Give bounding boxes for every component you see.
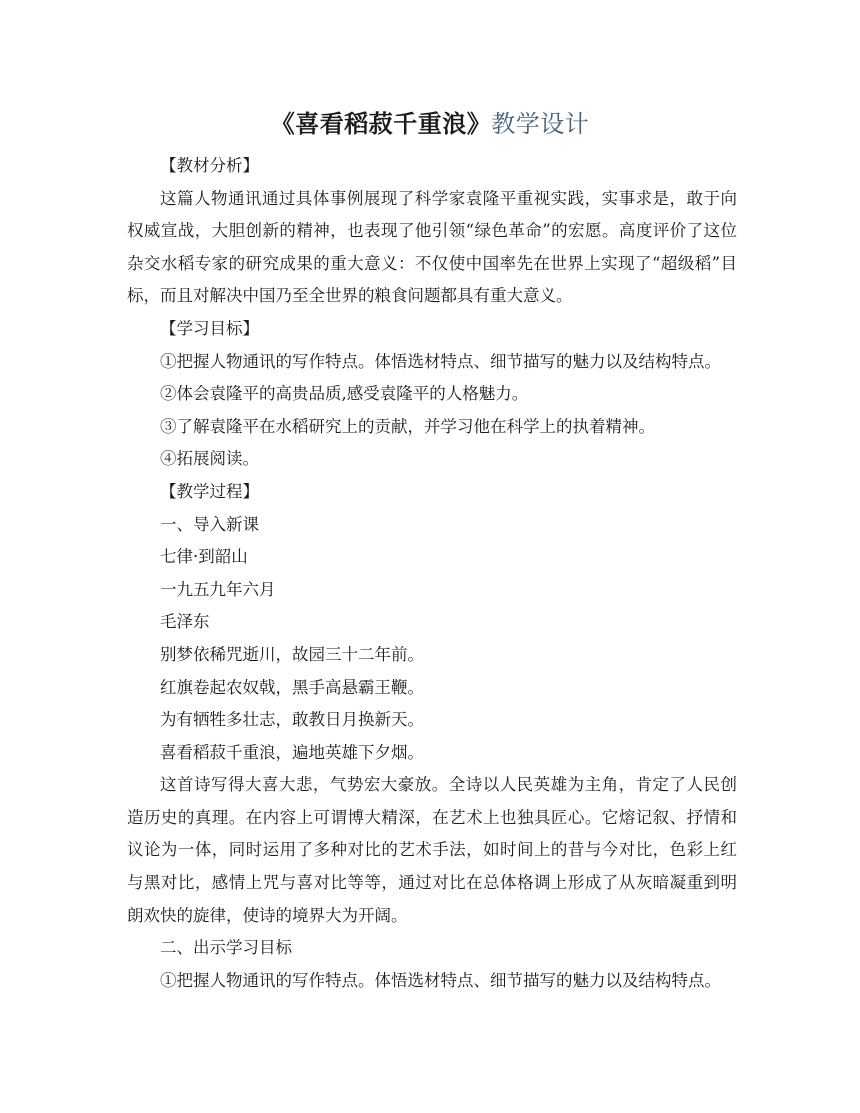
document-title [0,108,860,140]
process-heading: 【教学过程】 [160,481,259,501]
poem-line: 别梦依稀咒逝川，故园三十二年前。 [160,644,424,664]
poem-line: 为有牺牲多壮志，敢教日月换新天。 [160,710,424,730]
title-accent: 教学设计 [491,110,590,138]
goal-item: ②体会袁隆平的高贵品质,感受袁隆平的人格魅力。 [160,384,529,404]
goal-item: ①把握人物通讯的写作特点。体悟选材特点、细节描写的魅力以及结构特点。 [160,351,721,371]
title-main: 《喜看稻菽千重浪》 [270,109,492,138]
goal-item: ④拓展阅读。 [160,449,259,469]
poem-line: 喜看稻菽千重浪，遍地英雄下夕烟。 [160,742,424,762]
material-heading: 【教材分析】 [160,156,259,175]
goal-item: ③了解袁隆平在水稻研究上的贡献，并学习他在科学上的执着精神。 [160,416,655,436]
poem-date: 一九五九年六月 [160,579,276,599]
goals-heading: 【学习目标】 [160,318,259,338]
poem-analysis-paragraph: 这首诗写得大喜大悲，气势宏大豪放。全诗以人民英雄为主角，肯定了人民创造历史的真理。在内容上可谓博大精深，在艺术上也独具匠心。它熔记叙、抒情和议论为一体，同时运用了多种对比的艺术手法，如时间上的昔与今对比，色彩上红与黑对比，感情上咒与喜对比等等，通过对比在总体格调上形成了从灰暗凝重到明朗欢快的旋律，使诗的境界大为开阔。 [127,775,737,925]
document-body [127,150,737,997]
poem-title: 七律·到韶山 [160,547,248,567]
step-heading: 二、出示学习目标 [160,938,292,958]
poem-author: 毛泽东 [160,612,210,632]
goal-item: ①把握人物通讯的写作特点。体悟选材特点、细节描写的魅力以及结构特点。 [160,970,721,990]
step-heading: 一、导入新课 [160,514,259,534]
poem-line: 红旗卷起农奴戟，黑手高悬霸王鞭。 [160,677,424,697]
material-paragraph: 这篇人物通讯通过具体事例展现了科学家袁隆平重视实践，实事求是，敢于向权威宣战，大胆创新的精神，也表现了他引领“绿色革命”的宏愿。高度评价了这位杂交水稻专家的研究成果的重大意义：不仅使中国率先在世界上实现了“超级稻”目标，而且对解决中国乃至全世界的粮食问题都具有重大意义。 [127,188,737,306]
